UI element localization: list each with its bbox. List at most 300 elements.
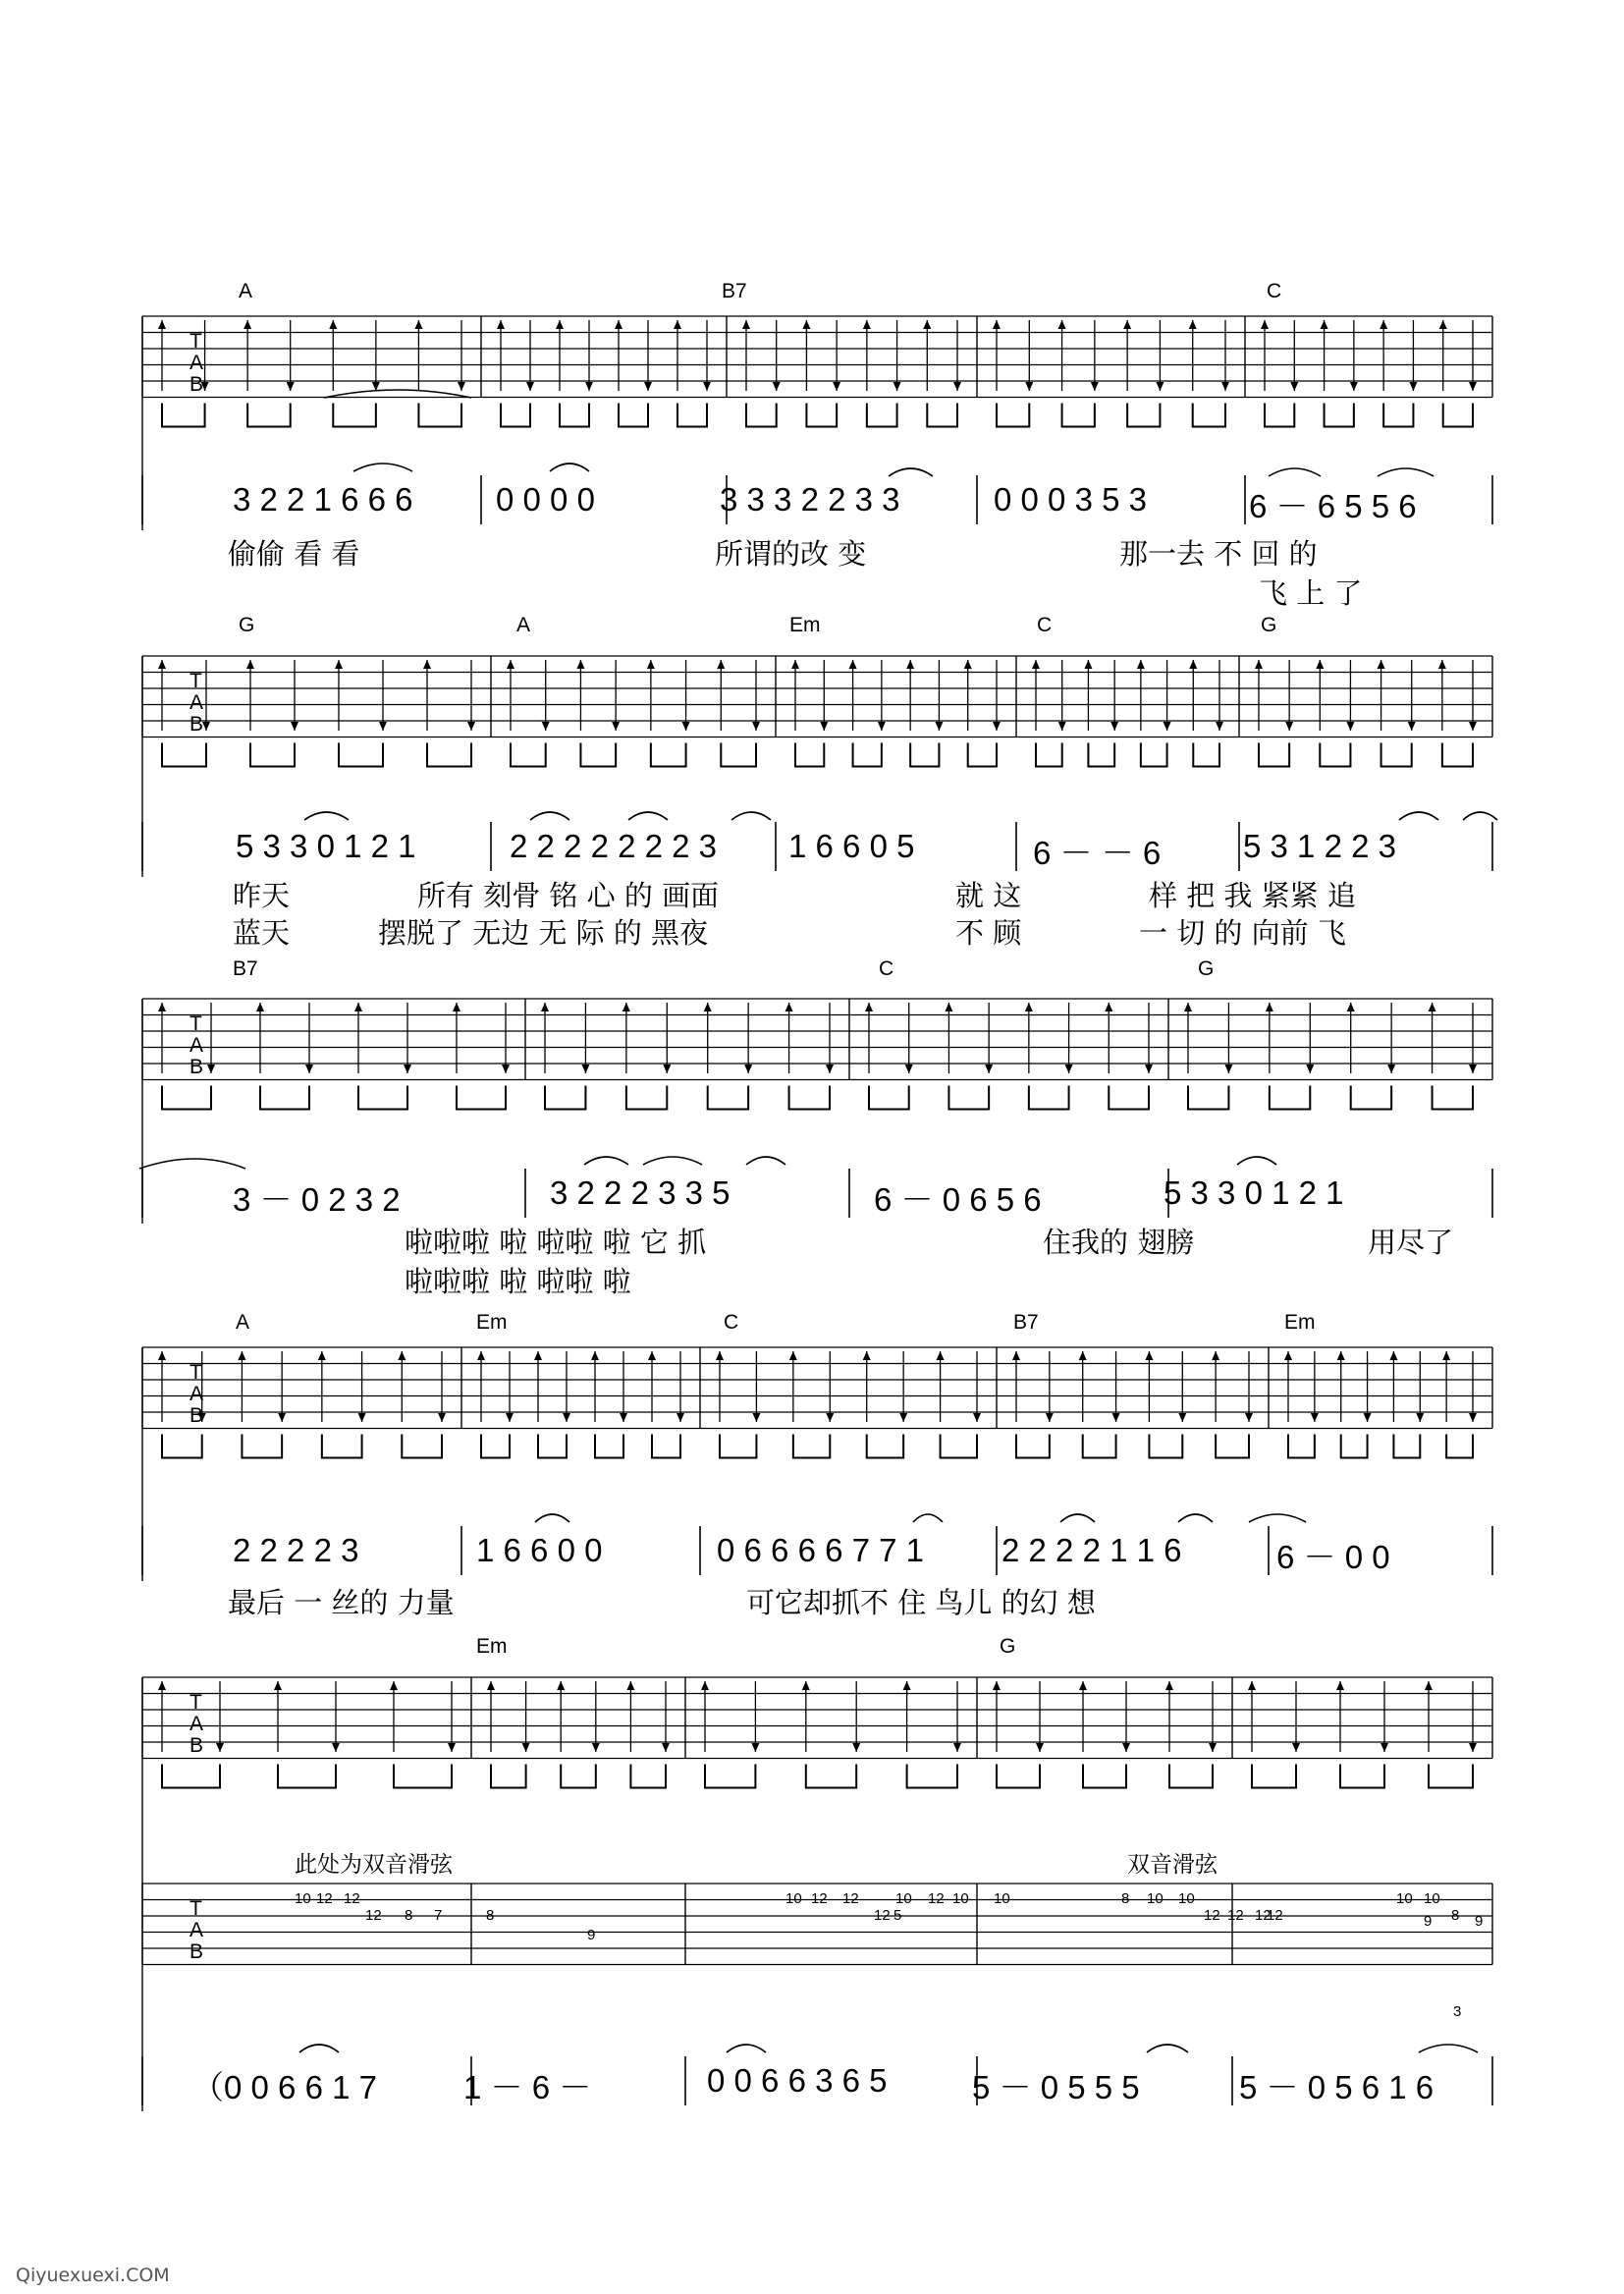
- strum-down-arrow: [332, 1743, 340, 1752]
- jianpu-measure: 6 － 0 0: [1276, 1539, 1390, 1575]
- rhythm-beam: [1288, 1435, 1315, 1458]
- strum-up-arrow: [576, 660, 584, 669]
- rhythm-beam: [1446, 1435, 1473, 1458]
- rhythm-beam: [1259, 743, 1289, 767]
- strum-up-arrow: [923, 320, 931, 329]
- strum-down-arrow: [1350, 382, 1358, 391]
- slur-arc: [727, 2045, 766, 2052]
- strum-down-arrow: [202, 722, 210, 731]
- strum-down-arrow: [506, 1413, 514, 1422]
- strum-up-arrow: [863, 320, 871, 329]
- rhythm-beam: [1325, 404, 1354, 427]
- jianpu-measure: 6 － － 6: [1033, 835, 1162, 871]
- tab-clef-letter: B: [189, 373, 204, 396]
- rhythm-beam: [948, 1086, 989, 1110]
- jianpu-measure: 3 3 3 2 2 3 3: [720, 481, 900, 518]
- strum-up-arrow: [244, 320, 251, 329]
- strum-down-arrow: [1025, 382, 1033, 391]
- rhythm-beam: [1433, 1086, 1473, 1110]
- rhythm-beam: [1216, 1435, 1249, 1458]
- rhythm-beam: [1029, 1086, 1069, 1110]
- strum-up-arrow: [945, 1003, 952, 1011]
- strum-down-arrow: [752, 1413, 760, 1422]
- strum-up-arrow: [487, 1681, 495, 1690]
- strum-down-arrow: [899, 1413, 907, 1422]
- tab-fret-number: 9: [587, 1927, 596, 1943]
- tab-fret-number: 8: [1121, 1890, 1130, 1907]
- rhythm-beam: [806, 1765, 856, 1788]
- strum-down-arrow: [1216, 722, 1223, 731]
- rhythm-beam: [260, 1086, 309, 1110]
- tab-clef-letter: B: [189, 1940, 204, 1963]
- slur-arc: [1419, 2045, 1478, 2052]
- strum-up-arrow: [335, 660, 343, 669]
- strum-down-arrow: [581, 1065, 589, 1073]
- jianpu-measure: （0 0 6 6 1 7: [191, 2069, 377, 2105]
- rhythm-beam: [595, 1435, 623, 1458]
- strum-up-arrow: [615, 320, 623, 329]
- strum-up-arrow: [937, 1351, 945, 1360]
- rhythm-beam: [795, 743, 824, 767]
- strum-down-arrow: [985, 1065, 993, 1073]
- rhythm-beam: [1083, 1765, 1126, 1788]
- strum-down-arrow: [893, 382, 901, 391]
- slur-arc: [643, 1157, 702, 1165]
- rhythm-beam: [1351, 1086, 1391, 1110]
- rhythm-beam: [1169, 1765, 1213, 1788]
- strum-down-arrow: [1058, 722, 1066, 731]
- strum-up-arrow: [1347, 1003, 1355, 1011]
- strum-down-arrow: [1112, 1413, 1120, 1422]
- strum-down-arrow: [973, 1413, 981, 1422]
- strum-up-arrow: [329, 320, 337, 329]
- slur-arc: [1463, 812, 1497, 820]
- strum-down-arrow: [1469, 1743, 1477, 1752]
- strum-down-arrow: [1387, 1065, 1395, 1073]
- slur-arc: [1060, 1514, 1095, 1522]
- rhythm-beam: [580, 743, 616, 767]
- strum-up-arrow: [791, 660, 799, 669]
- jianpu-measure: 5 － 0 5 5 5: [972, 2069, 1140, 2105]
- slur-arc: [550, 464, 589, 471]
- strum-up-arrow: [1429, 1003, 1436, 1011]
- tab-fret-number: 10: [1424, 1890, 1440, 1907]
- strum-down-arrow: [542, 722, 550, 731]
- chord-name: Em: [789, 614, 821, 636]
- lyric-line: 蓝天: [233, 916, 291, 950]
- rhythm-beam: [705, 1765, 755, 1788]
- tab-fret-number: 9: [1424, 1913, 1433, 1930]
- slur-arc: [889, 468, 933, 476]
- slur-arc: [304, 812, 349, 820]
- jianpu-measure: 3 2 2 1 6 6 6: [233, 481, 413, 518]
- rhythm-beam: [941, 1435, 977, 1458]
- jianpu-measure: 6 － 6 5 5 6: [1249, 488, 1417, 524]
- strum-up-arrow: [1137, 660, 1145, 669]
- strum-down-arrow: [207, 1065, 215, 1073]
- strum-up-arrow: [398, 1351, 406, 1360]
- rhythm-beam: [708, 1086, 748, 1110]
- strum-up-arrow: [1266, 1003, 1273, 1011]
- strum-down-arrow: [1380, 1743, 1388, 1752]
- strum-down-arrow: [1311, 1413, 1319, 1422]
- lyric-line: 所有 刻骨 铭 心 的 画面: [417, 879, 720, 912]
- tab-fret-number: 9: [1475, 1913, 1484, 1930]
- jianpu-measure: 0 0 0 3 5 3: [994, 481, 1147, 518]
- rhythm-beam: [358, 1086, 407, 1110]
- rhythm-beam: [997, 404, 1029, 427]
- tab-fret-number: 12: [1204, 1907, 1220, 1924]
- strum-down-arrow: [1156, 382, 1164, 391]
- rhythm-beam: [561, 1765, 596, 1788]
- slur-arc: [530, 812, 569, 820]
- tab-fret-number: 12: [928, 1890, 945, 1907]
- strum-up-arrow: [1189, 320, 1197, 329]
- chord-name: C: [724, 1311, 739, 1334]
- strum-up-arrow: [1336, 1681, 1344, 1690]
- strum-down-arrow: [592, 1743, 600, 1752]
- strum-up-arrow: [674, 320, 681, 329]
- tab-fret-number: 12: [344, 1890, 360, 1907]
- strum-down-arrow: [993, 722, 1001, 731]
- rhythm-beam: [1141, 743, 1167, 767]
- strum-down-arrow: [663, 1065, 671, 1073]
- strum-up-arrow: [1261, 320, 1269, 329]
- strum-down-arrow: [752, 722, 760, 731]
- rhythm-beam: [418, 404, 461, 427]
- strum-down-arrow: [953, 1743, 961, 1752]
- strum-up-arrow: [1079, 1681, 1087, 1690]
- jianpu-measure: 5 － 0 5 6 1 6: [1239, 2069, 1435, 2105]
- lyric-line: 样 把 我 紧紧 追: [1149, 879, 1356, 912]
- lyric-line: 啦啦啦 啦 啦啦 啦 它 抓: [405, 1226, 707, 1259]
- chord-name: A: [236, 1311, 250, 1334]
- tab-clef-letter: B: [189, 1734, 204, 1757]
- rhythm-beam: [1341, 1435, 1368, 1458]
- technique-annotation: 双音滑弦: [1127, 1852, 1218, 1878]
- lyric-line: 所谓的改 变: [715, 537, 867, 571]
- strum-up-arrow: [647, 660, 655, 669]
- strum-down-arrow: [751, 1743, 759, 1752]
- strum-up-arrow: [557, 1681, 565, 1690]
- rhythm-beam: [720, 1435, 756, 1458]
- slur-arc: [731, 812, 771, 820]
- slur-arc: [1399, 812, 1438, 820]
- tab-fret-number: 12: [365, 1907, 382, 1924]
- strum-down-arrow: [1416, 1413, 1424, 1422]
- tab-clef-letter: A: [189, 1034, 204, 1057]
- strum-down-arrow: [526, 382, 534, 391]
- strum-down-arrow: [1221, 382, 1229, 391]
- strum-down-arrow: [1469, 722, 1477, 731]
- tab-fret-number: 12: [1267, 1907, 1283, 1924]
- strum-up-arrow: [1084, 660, 1092, 669]
- strum-down-arrow: [305, 1065, 313, 1073]
- tab-clef-letter: A: [189, 352, 204, 374]
- strum-up-arrow: [1438, 660, 1446, 669]
- tab-clef-letter: A: [189, 1919, 204, 1941]
- strum-up-arrow: [591, 1351, 599, 1360]
- jianpu-measure: 3 2 2 2 3 3 5: [550, 1174, 731, 1211]
- strum-down-arrow: [905, 1065, 913, 1073]
- strum-up-arrow: [507, 660, 514, 669]
- rhythm-beam: [1016, 1435, 1050, 1458]
- rhythm-beam: [1320, 743, 1350, 767]
- chord-name: Em: [476, 1311, 508, 1334]
- chord-name: B7: [1013, 1311, 1039, 1334]
- tab-fret-number: 12: [1227, 1907, 1244, 1924]
- strum-down-arrow: [1292, 1743, 1300, 1752]
- strum-down-arrow: [1036, 1743, 1044, 1752]
- rhythm-beam: [278, 1765, 336, 1788]
- strum-down-arrow: [287, 382, 295, 391]
- tab-fret-number: 12: [811, 1890, 828, 1907]
- strum-down-arrow: [953, 382, 961, 391]
- chord-name: G: [1198, 957, 1215, 980]
- tab-fret-number: 10: [895, 1890, 912, 1907]
- site-watermark: Qiyuexuexi.COM: [16, 2265, 170, 2286]
- rhythm-beam: [869, 1086, 909, 1110]
- rhythm-beam: [968, 743, 997, 767]
- rhythm-beam: [1062, 404, 1095, 427]
- lyric-line: 住我的 翅膀: [1043, 1226, 1195, 1259]
- strum-up-arrow: [318, 1351, 326, 1360]
- rhythm-beam: [250, 743, 295, 767]
- rhythm-beam: [793, 1435, 830, 1458]
- strum-down-arrow: [448, 1743, 456, 1752]
- strum-up-arrow: [246, 660, 254, 669]
- strum-down-arrow: [585, 382, 593, 391]
- tab-clef-letter: A: [189, 691, 204, 714]
- strum-down-arrow: [404, 1065, 411, 1073]
- strum-down-arrow: [820, 722, 828, 731]
- rhythm-beam: [162, 1435, 202, 1458]
- chord-name: C: [1267, 280, 1282, 302]
- strum-up-arrow: [993, 320, 1001, 329]
- rhythm-beam: [626, 1086, 667, 1110]
- rhythm-beam: [652, 1435, 680, 1458]
- tab-fret-number: 8: [1451, 1907, 1460, 1924]
- jianpu-measure: 2 2 2 2 3: [233, 1532, 359, 1568]
- jianpu-measure: 2 2 2 2 1 1 6: [1001, 1532, 1182, 1568]
- rhythm-beam: [806, 404, 837, 427]
- strum-down-arrow: [278, 1413, 286, 1422]
- strum-down-arrow: [620, 1413, 627, 1422]
- strum-down-arrow: [1164, 722, 1171, 731]
- rhythm-beam: [1127, 404, 1160, 427]
- tab-fret-number: 10: [1396, 1890, 1413, 1907]
- rhythm-beam: [1109, 1086, 1149, 1110]
- rhythm-beam: [427, 743, 471, 767]
- rhythm-beam: [322, 1435, 362, 1458]
- rhythm-beam: [1193, 743, 1219, 767]
- lyric-line: 可它却抓不 住 鸟儿 的幻 想: [746, 1586, 1096, 1619]
- chord-name: B7: [722, 280, 747, 302]
- rhythm-beam: [1265, 404, 1294, 427]
- jianpu-measure: 0 6 6 6 6 7 7 1: [717, 1532, 925, 1568]
- tab-fret-number: 7: [434, 1907, 443, 1924]
- jianpu-measure: 5 3 1 2 2 3: [1243, 828, 1396, 864]
- tab-clef-letter: T: [189, 1897, 202, 1920]
- strum-down-arrow: [372, 382, 380, 391]
- strum-up-arrow: [158, 1003, 166, 1011]
- tab-fret-number: 10: [785, 1890, 802, 1907]
- strum-down-arrow: [458, 382, 465, 391]
- tab-clef-letter: T: [189, 1691, 202, 1714]
- strum-down-arrow: [1224, 1065, 1232, 1073]
- strum-up-arrow: [802, 320, 810, 329]
- strum-down-arrow: [612, 722, 620, 731]
- tab-fret-number: 3: [1453, 2003, 1462, 2020]
- strum-down-arrow: [826, 1065, 834, 1073]
- strum-down-arrow: [1245, 1413, 1253, 1422]
- jianpu-measure: 5 3 3 0 1 2 1: [236, 828, 416, 864]
- strum-up-arrow: [1058, 320, 1066, 329]
- strum-up-arrow: [1212, 1351, 1219, 1360]
- technique-annotation: 此处为双音滑弦: [295, 1852, 453, 1878]
- lyric-line: 昨天: [233, 879, 291, 912]
- strum-up-arrow: [789, 1351, 797, 1360]
- rhythm-beam: [1149, 1435, 1182, 1458]
- strum-down-arrow: [1209, 1743, 1217, 1752]
- slur-arc: [1249, 1514, 1306, 1522]
- lyric-line: 最后 一 丝的 力量: [228, 1586, 455, 1619]
- rhythm-beam: [1252, 1765, 1296, 1788]
- strum-up-arrow: [1145, 1351, 1153, 1360]
- slur-arc: [324, 390, 471, 398]
- slur-arc: [1378, 468, 1434, 476]
- tab-fret-number: 10: [952, 1890, 969, 1907]
- rhythm-beam: [677, 404, 707, 427]
- rhythm-beam: [162, 743, 206, 767]
- strum-up-arrow: [453, 1003, 460, 1011]
- slur-arc: [913, 1514, 943, 1522]
- strum-down-arrow: [682, 722, 690, 731]
- tab-fret-number: 10: [1178, 1890, 1195, 1907]
- strum-up-arrow: [849, 660, 857, 669]
- strum-up-arrow: [1123, 320, 1131, 329]
- lyric-line: 偷偷 看 看: [228, 537, 360, 571]
- strum-down-arrow: [291, 722, 298, 731]
- strum-up-arrow: [623, 1003, 630, 1011]
- jianpu-measure: 3 － 0 2 3 2: [233, 1181, 401, 1218]
- strum-down-arrow: [1469, 1413, 1477, 1422]
- chord-name: C: [879, 957, 894, 980]
- rhythm-beam: [1083, 1435, 1116, 1458]
- slur-arc: [535, 1514, 569, 1522]
- lyric-line: 摆脱了 无边 无 际 的 黑夜: [378, 916, 709, 950]
- strum-up-arrow: [1439, 320, 1447, 329]
- strum-up-arrow: [256, 1003, 264, 1011]
- jianpu-measure: 6 － 0 6 5 6: [874, 1181, 1042, 1218]
- rhythm-beam: [1429, 1765, 1473, 1788]
- rhythm-beam: [511, 743, 546, 767]
- strum-down-arrow: [1122, 1743, 1130, 1752]
- chord-name: G: [1261, 614, 1277, 636]
- tab-fret-number: 10: [994, 1890, 1010, 1907]
- tab-clef-letter: T: [189, 330, 202, 353]
- rhythm-beam: [1088, 743, 1114, 767]
- tab-clef-letter: B: [189, 1404, 204, 1427]
- strum-up-arrow: [541, 1003, 549, 1011]
- lyric-line: 一 切 的 向前 飞: [1139, 916, 1346, 950]
- strum-down-arrow: [773, 382, 781, 391]
- tab-clef-letter: T: [189, 670, 202, 692]
- lyric-line: 用尽了: [1368, 1226, 1454, 1259]
- rhythm-beam: [491, 1765, 526, 1788]
- tab-fret-number: 10: [295, 1890, 311, 1907]
- strum-down-arrow: [677, 1413, 684, 1422]
- tab-fret-number: 8: [486, 1907, 495, 1924]
- rhythm-beam: [501, 404, 530, 427]
- rhythm-beam: [1443, 404, 1473, 427]
- chord-name: A: [516, 614, 531, 636]
- jianpu-measure: 0 0 0 0: [496, 481, 595, 518]
- slur-arc: [353, 464, 412, 471]
- strum-up-arrow: [648, 1351, 656, 1360]
- rhythm-beam: [1193, 404, 1225, 427]
- strum-down-arrow: [935, 722, 943, 731]
- rhythm-beam: [333, 404, 376, 427]
- strum-down-arrow: [522, 1743, 530, 1752]
- tab-fret-number: 12: [842, 1890, 859, 1907]
- rhythm-beam: [910, 743, 939, 767]
- strum-down-arrow: [644, 382, 652, 391]
- strum-up-arrow: [802, 1681, 810, 1690]
- rhythm-beam: [630, 1765, 666, 1788]
- strum-down-arrow: [1346, 722, 1354, 731]
- strum-up-arrow: [1079, 1351, 1087, 1360]
- strum-up-arrow: [238, 1351, 245, 1360]
- slur-arc: [746, 1157, 785, 1165]
- rhythm-beam: [1442, 743, 1473, 767]
- strum-up-arrow: [274, 1681, 282, 1690]
- strum-up-arrow: [1378, 660, 1385, 669]
- slur-arc: [299, 2045, 339, 2052]
- rhythm-beam: [1381, 743, 1412, 767]
- strum-up-arrow: [863, 1351, 871, 1360]
- rhythm-beam: [402, 1435, 442, 1458]
- strum-down-arrow: [1469, 1065, 1477, 1073]
- chord-name: C: [1037, 614, 1053, 636]
- strum-down-arrow: [1408, 722, 1416, 731]
- strum-down-arrow: [1110, 722, 1118, 731]
- lyric-line: 啦啦啦 啦 啦啦 啦: [405, 1265, 631, 1298]
- strum-up-arrow: [158, 320, 166, 329]
- jianpu-measure: 1 － 6 －: [463, 2069, 592, 2105]
- tab-clef-letter: T: [189, 1361, 202, 1384]
- tab-fret-number: 5: [893, 1907, 902, 1924]
- rhythm-beam: [560, 404, 589, 427]
- lyric-line: 不 顾: [955, 916, 1022, 950]
- strum-down-arrow: [467, 722, 475, 731]
- rhythm-beam: [247, 404, 291, 427]
- strum-up-arrow: [423, 660, 431, 669]
- strum-up-arrow: [785, 1003, 793, 1011]
- strum-up-arrow: [1316, 660, 1324, 669]
- jianpu-measure: 2 2 2 2 2 2 2 3: [510, 828, 718, 864]
- slur-arc: [628, 812, 668, 820]
- rhythm-beam: [394, 1765, 452, 1788]
- strum-up-arrow: [534, 1351, 542, 1360]
- rhythm-beam: [538, 1435, 567, 1458]
- strum-up-arrow: [1380, 320, 1387, 329]
- rhythm-beam: [1270, 1086, 1310, 1110]
- strum-down-arrow: [502, 1065, 510, 1073]
- rhythm-beam: [721, 743, 756, 767]
- rhythm-beam: [457, 1086, 506, 1110]
- strum-down-arrow: [833, 382, 840, 391]
